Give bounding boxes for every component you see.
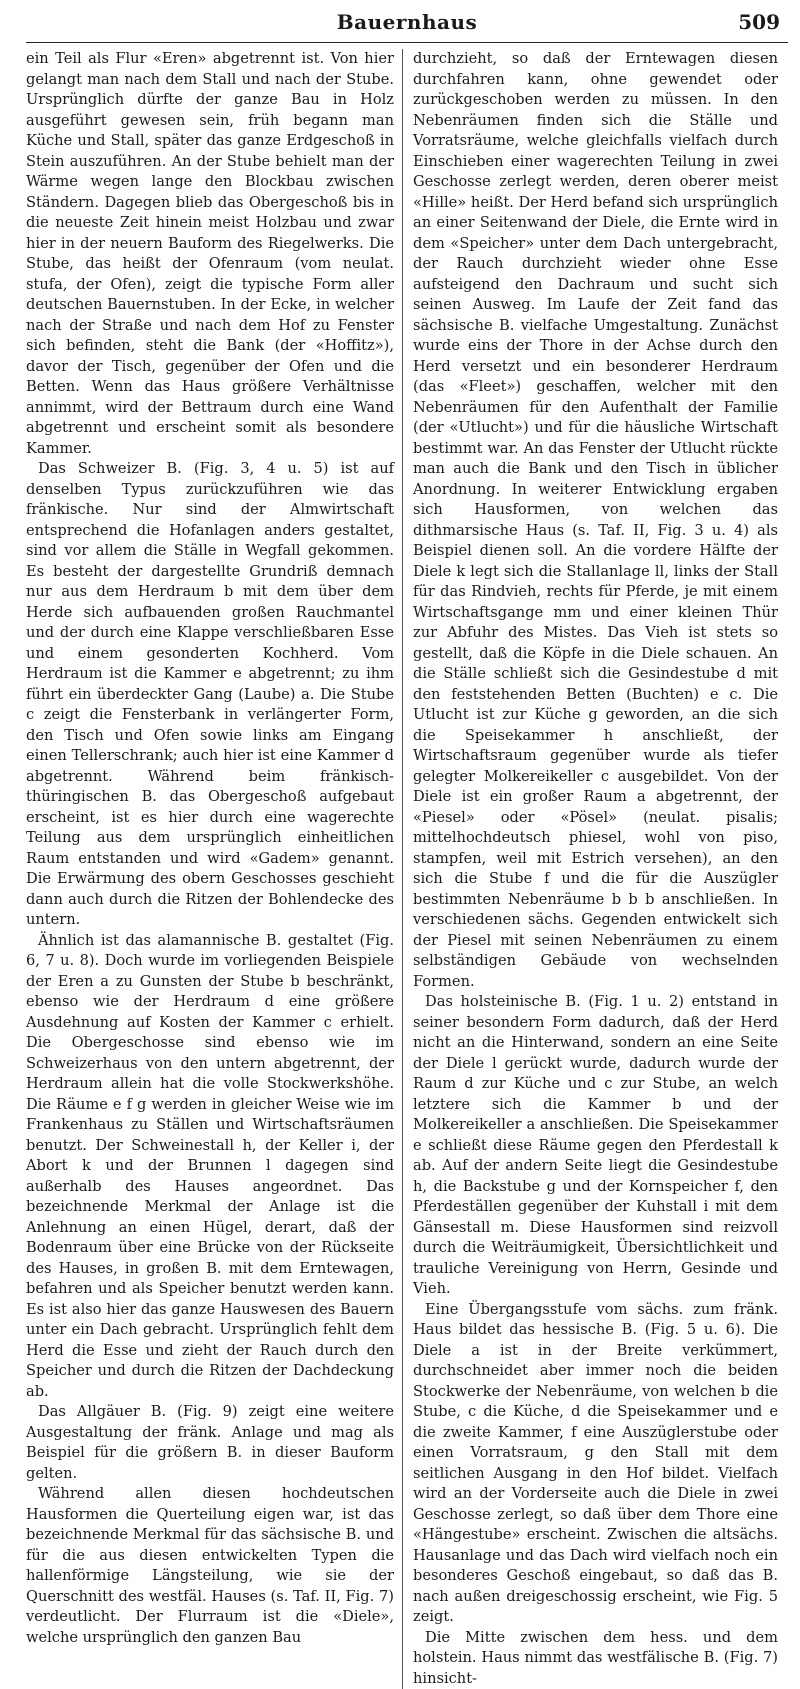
- paragraph: Das Schweizer B. (Fig. 3, 4 u. 5) ist auf denselben Typus zurückzuführen wie das fränkische. Nur sind der Almwirtschaft entsprechend die Hofanlagen anders gestaltet, sind vor allem die Ställe in Wegfall gekommen. Es besteht der dargestellte Grundriß demnach nur aus dem Herdraum b mit dem über dem Herde sich aufbauenden großen Rauchmantel und der durch eine Klappe verschließbaren Esse und einem gesonderten Kochherd. Vom Herdraum ist die Kammer e abgetrennt; zu ihm führt ein überdeckter Gang (Laube) a. Die Stube c zeigt die Fensterbank in verlängerter Form, den Tisch und Ofen sowie links am Eingang einen Tellerschrank; auch hier ist eine Kammer d abgetrennt. Während beim fränkisch-thüringischen B. das Obergeschoß aufgebaut erscheint, ist es hier durch eine wagerechte Teilung aus dem ursprünglich einheitlichen Raum entstanden und wird «Gadem» genannt. Die Erwärmung des obern Geschosses geschieht dann auch durch die Ritzen der Bohlendecke des untern.: [26, 459, 394, 931]
- paragraph: Ähnlich ist das alamannische B. gestaltet (Fig. 6, 7 u. 8). Doch wurde im vorliegenden Beispiele der Eren a zu Gunsten der Stube b beschränkt, ebenso wie der Herdraum d eine größere Ausdehnung auf Kosten der Kammer c erhielt. Die Obergeschosse sind ebenso wie im Schweizerhaus von den untern abgetrennt, der Herdraum allein hat die volle Stockwerkshöhe. Die Räume e f g werden in gleicher Weise wie im Frankenhaus zu Ställen und Wirtschaftsräumen benutzt. Der Schweinestall h, der Keller i, der Abort k und der Brunnen l dagegen sind außerhalb des Hauses angeordnet. Das bezeichnende Merkmal der Anlage ist die Anlehnung an einen Hügel, derart, daß der Bodenraum über eine Brücke von der Rückseite des Hauses, in großen B. mit dem Erntewagen, befahren und als Speicher benutzt werden kann. Es ist also hier das ganze Hauswesen des Bauern unter ein Dach gebracht. Ursprünglich fehlt dem Herd die Esse und zieht der Rauch durch den Speicher und durch die Ritzen der Dachdeckung ab.: [26, 931, 394, 1403]
- running-title: Bauernhaus: [26, 10, 788, 34]
- paragraph: Das Allgäuer B. (Fig. 9) zeigt eine weitere Ausgestaltung der fränk. Anlage und mag als Beispiel für die größern B. in dieser Bauform gelten.: [26, 1402, 394, 1484]
- header-rule: [26, 42, 788, 43]
- left-column: [26, 49, 402, 1689]
- text-columns: [26, 49, 788, 1689]
- paragraph: ein Teil als Flur «Eren» abgetrennt ist. Von hier gelangt man nach dem Stall und nach der Stube. Ursprünglich dürfte der ganze Bau in Holz ausgeführt gewesen sein, früh begann man Küche und Stall, später das ganze Erdgeschoß in Stein auszuführen. An der Stube behielt man der Wärme wegen lange den Blockbau zwischen Ständern. Dagegen blieb das Obergeschoß bis in die neueste Zeit hinein meist Holzbau und zwar hier in der neuern Bauform des Riegelwerks. Die Stube, das heißt der Ofenraum (vom neulat. stufa, der Ofen), zeigt die typische Form aller deutschen Bauernstuben. In der Ecke, in welcher nach der Straße und nach dem Hof zu Fenster sich befinden, steht die Bank (der «Hoffitz»), davor der Tisch, gegenüber der Ofen und die Betten. Wenn das Haus größere Verhältnisse annimmt, wird der Bettraum durch eine Wand abgetrennt und erscheint somit als besondere Kammer.: [26, 49, 394, 459]
- right-column: [402, 49, 778, 1689]
- paragraph: durchzieht, so daß der Erntewagen diesen durchfahren kann, ohne gewendet oder zurückgeschoben werden zu müssen. In den Nebenräumen finden sich die Ställe und Vorratsräume, welche gleichfalls vielfach durch Einschieben einer wagerechten Teilung in zwei Geschosse zerlegt werden, deren oberer meist «Hille» heißt. Der Herd befand sich ursprünglich an einer Seitenwand der Diele, die Ernte wird in dem «Speicher» unter dem Dach untergebracht, der Rauch durchzieht wieder ohne Esse aufsteigend den Dachraum und sucht sich seinen Ausweg. Im Laufe der Zeit fand das sächsische B. vielfache Umgestaltung. Zunächst wurde eins der Thore in der Achse durch den Herd versetzt und ein besonderer Herdraum (das «Fleet») geschaffen, welcher mit den Nebenräumen für den Aufenthalt der Familie (der «Utlucht») und für die häusliche Wirtschaft bestimmt war. An das Fenster der Utlucht rückte man auch die Bank und den Tisch in üblicher Anordnung. In weiterer Entwicklung ergaben sich Hausformen, von welchen das dithmarsische Haus (s. Taf. II, Fig. 3 u. 4) als Beispiel dienen soll. An die vordere Hälfte der Diele k legt sich die Stallanlage ll, links der Stall für das Rindvieh, rechts für Pferde, je mit einem Wirtschaftsgange mm und einer kleinen Thür zur Abfuhr des Mistes. Das Vieh ist stets so gestellt, daß die Köpfe in die Diele schauen. An die Ställe schließt sich die Gesindestube d mit den feststehenden Betten (Buchten) e c. Die Utlucht ist zur Küche g geworden, an die sich die Speisekammer h anschließt, der Wirtschaftsraum gegenüber wurde als tiefer gelegter Molkereikeller c ausgebildet. Von der Diele ist ein großer Raum a abgetrennt, der «Piesel» oder «Pösel» (neulat. pisalis; mittelhochdeutsch phiesel, wohl von piso, stampfen, weil mit Estrich versehen), an den sich die Stube f und die für die Auszügler bestimmten Nebenräume b b b anschließen. In verschiedenen sächs. Gegenden entwickelt sich der Piesel mit seinen Nebenräumen zu einem selbständigen Gebäude von wechselnden Formen.: [413, 49, 778, 992]
- paragraph: Eine Übergangsstufe vom sächs. zum fränk. Haus bildet das hessische B. (Fig. 5 u. 6). Die Diele a ist in der Breite verkümmert, durchschneidet aber immer noch die beiden Stockwerke der Nebenräume, von welchen b die Stube, c die Küche, d die Speisekammer und e die zweite Kammer, f eine Auszüglerstube oder einen Vorratsraum, g den Stall mit dem seitlichen Ausgang in den Hof bildet. Vielfach wird an der Vorderseite auch die Diele in zwei Geschosse zerlegt, so daß über dem Thore eine «Hängestube» erscheint. Zwischen die altsächs. Hausanlage und das Dach wird vielfach noch ein besonderes Geschoß eingebaut, so daß das B. nach außen dreigeschossig erscheint, wie Fig. 5 zeigt.: [413, 1300, 778, 1628]
- paragraph: Das holsteinische B. (Fig. 1 u. 2) entstand in seiner besondern Form dadurch, daß der Herd nicht an die Hinterwand, sondern an eine Seite der Diele l gerückt wurde, dadurch wurde der Raum d zur Küche und c zur Stube, an welch letztere sich die Kammer b und der Molkereikeller a anschließen. Die Speisekammer e schließt diese Räume gegen den Pferdestall k ab. Auf der andern Seite liegt die Gesindestube h, die Backstube g und der Kornspeicher f, den Pferdeställen gegenüber der Kuhstall i mit dem Gänsestall m. Diese Hausformen sind reizvoll durch die Weiträumigkeit, Übersichtlichkeit und trauliche Vereinigung von Herrn, Gesinde und Vieh.: [413, 992, 778, 1300]
- page-number: 509: [738, 10, 780, 34]
- paragraph: Während allen diesen hochdeutschen Hausformen die Querteilung eigen war, ist das bezeichnende Merkmal für das sächsische B. und für die aus diesen entwickelten Typen die hallenförmige Längsteilung, wie sie der Querschnitt des westfäl. Hauses (s. Taf. II, Fig. 7) verdeutlicht. Der Flurraum ist die «Diele», welche ursprünglich den ganzen Bau: [26, 1484, 394, 1648]
- paragraph: Die Mitte zwischen dem hess. und dem holstein. Haus nimmt das westfälische B. (Fig. 7) hinsicht-: [413, 1628, 778, 1689]
- page-header: [26, 8, 788, 38]
